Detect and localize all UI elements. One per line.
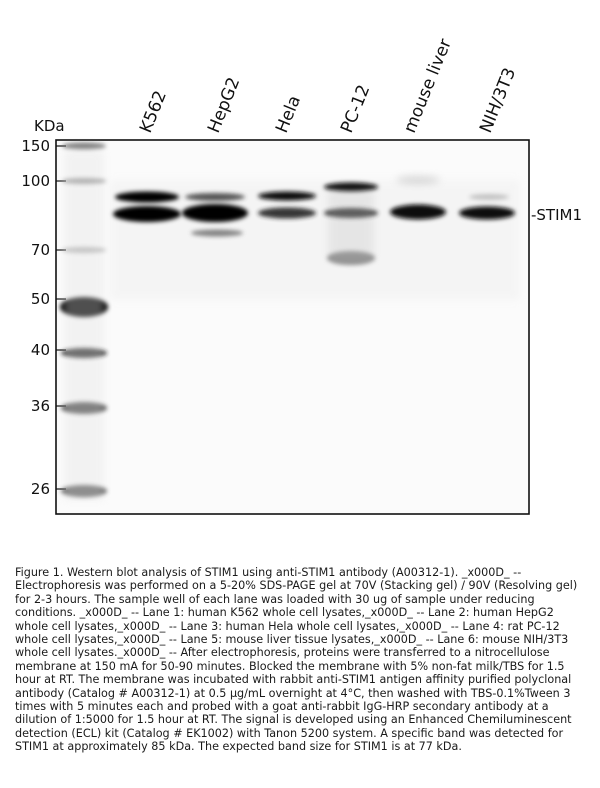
lane-label-3: Hela [272, 92, 306, 136]
marker-label-36: 36 [30, 397, 50, 415]
marker-label-26: 26 [30, 480, 50, 498]
lane-4-bands [324, 183, 378, 266]
kda-unit-label: KDa [34, 117, 65, 135]
marker-label-100: 100 [21, 172, 50, 190]
ladder-lane [60, 143, 108, 501]
lane-label-4: PC-12 [337, 82, 375, 136]
stim1-band-label: -STIM1 [531, 206, 583, 224]
figure-caption: Figure 1. Western blot analysis of STIM1 using anti-STIM1 antibody (A00312-1). _x000D_ -- Electrophoresis was performed on a 5-20% SDS-PAGE gel at 70V (Stacking gel) / 90V (Resolving gel) for 2-3 hours. The sample well of each lane was loaded with 30 ug of sample under reducing conditions. _x000D_ -- Lane 1: human K562 whole cell lysates,_x000D_ -- Lane 2: human HepG2 whole cell lysates,_x000D_ -- Lane 3: human Hela whole cell lysates,_x000D_ -- Lane 4: rat PC-12 whole cell lysates,_x000D_ -- Lane 5: mouse liver tissue lysates,_x000D_ -- Lane 6: mouse NIH/3T3 whole cell lysates._x000D_ -- After electrophoresis, proteins were transferred to a nitrocellulose membrane at 150 mA for 50-90 minutes. Blocked the membrane with 5% non-fat milk/TBS for 1.5 hour at RT. The membrane was incubated with rabbit anti-STIM1 antigen affinity purified polyclonal antibody (Catalog # A00312-1) at 0.5 μg/mL overnight at 4°C, then washed with TBS-0.1%Tween 3 times with 5 minutes each and probed with a goat anti-rabbit IgG-HRP secondary antibody at a dilution of 1:5000 for 1.5 hour at RT. The signal is developed using an Enhanced Chemiluminescent detection (ECL) kit (Catalog # EK1002) with Tanon 5200 system. A specific band was detected for STIM1 at approximately 85 kDa. The expected band size for STIM1 is at 77 kDa. [15, 566, 581, 754]
marker-label-40: 40 [30, 341, 50, 359]
marker-label-50: 50 [30, 290, 50, 308]
lane-label-5: mouse liver [400, 36, 456, 136]
lane-label-6: NIH/3T3 [476, 65, 521, 136]
marker-label-70: 70 [30, 241, 50, 259]
marker-label-150: 150 [21, 137, 50, 155]
lane-labels [136, 36, 520, 136]
lane-label-1: K562 [136, 87, 171, 136]
lane-label-2: HepG2 [204, 74, 245, 136]
